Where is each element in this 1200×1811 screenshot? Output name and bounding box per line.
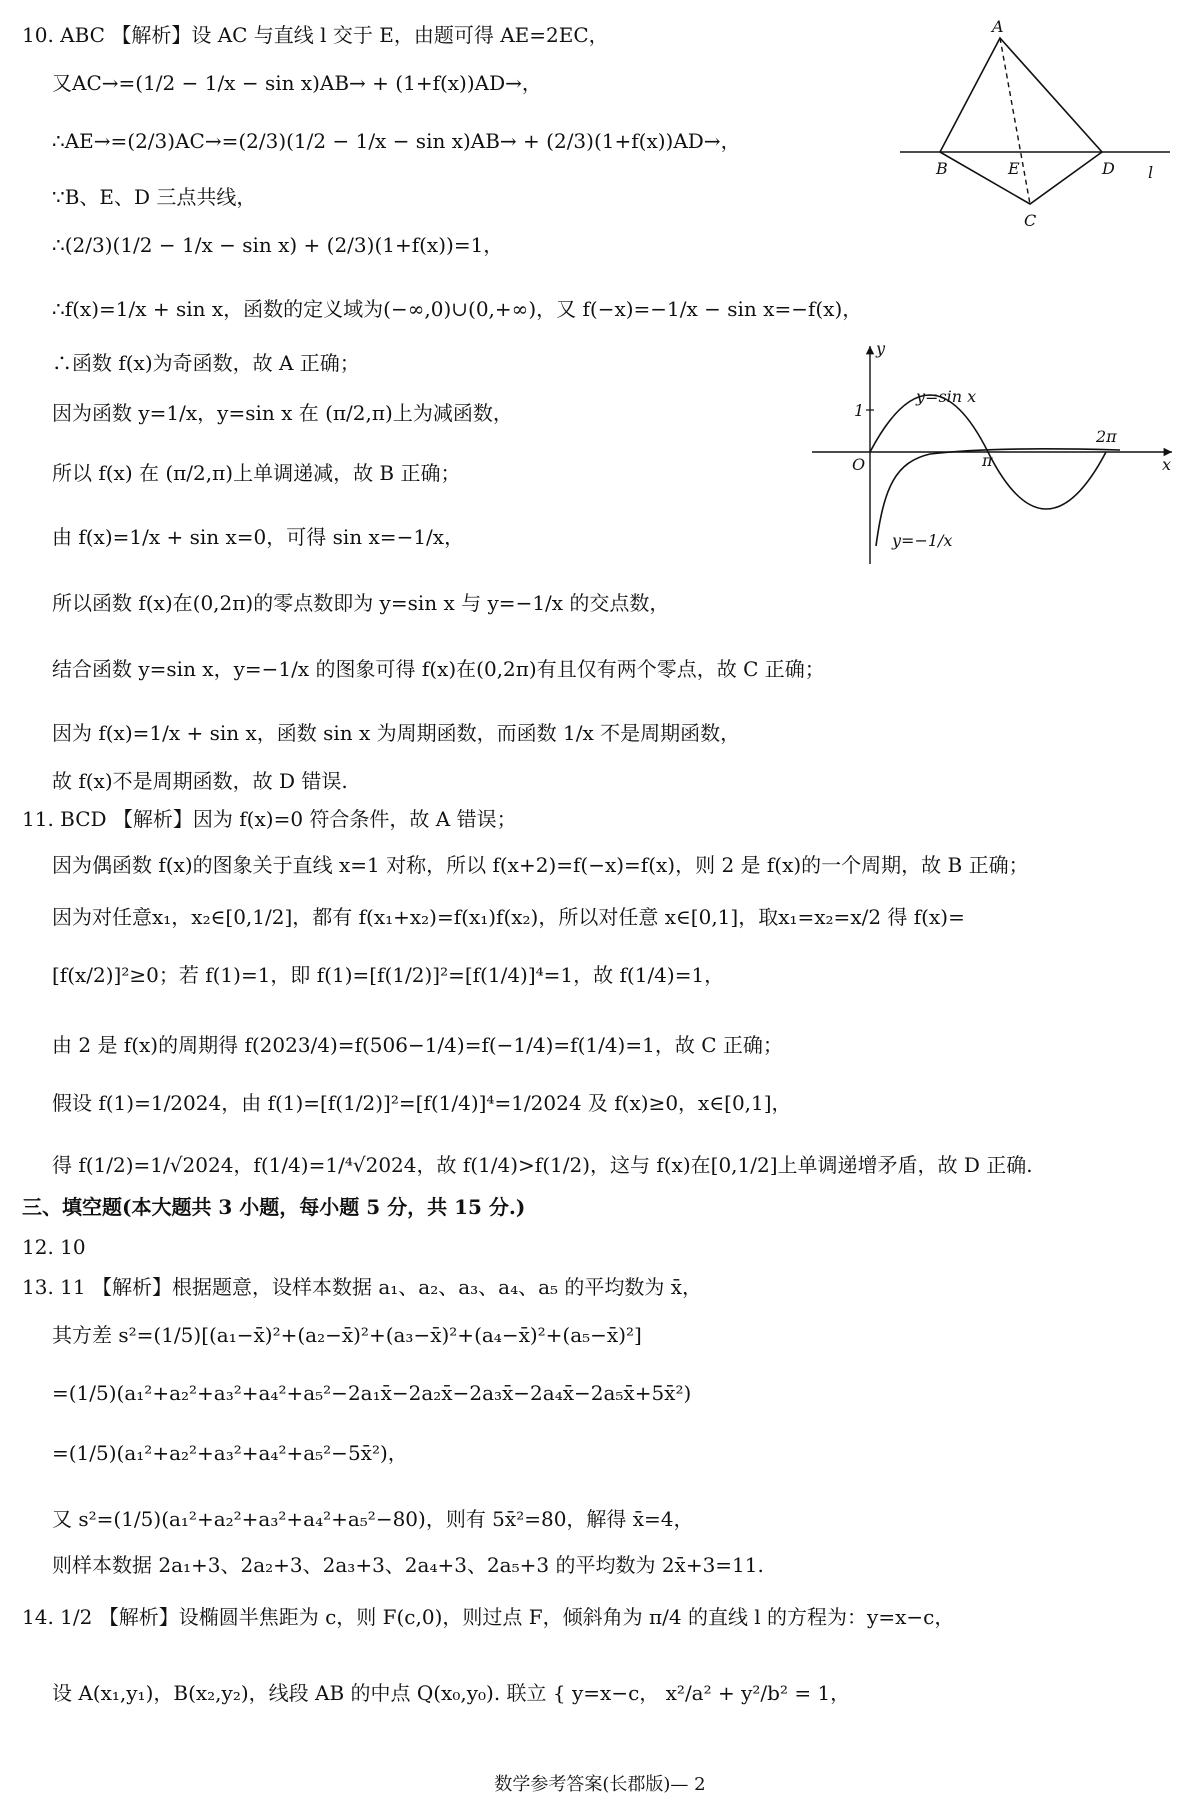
text-line: 设 A(x₁,y₁)，B(x₂,y₂)，线段 AB 的中点 Q(x₀,y₀). 联立 { y=x−c， x²/a² + y²/b² = 1， (52, 1681, 851, 1705)
label-one: 1 (854, 401, 865, 420)
label-x: x (1162, 455, 1172, 474)
label-a: A (992, 17, 1004, 36)
page-footer: 数学参考答案(长郡版)— 2 (494, 1774, 706, 1795)
text-line: 所以 f(x) 在 (π/2,π)上单调递减，故 B 正确； (52, 461, 461, 485)
triangle-figure (880, 14, 1180, 234)
text-line: 因为 f(x)=1/x + sin x，函数 sin x 为周期函数，而函数 1/x 不是周期函数， (52, 721, 741, 745)
triangle-edges (940, 38, 1102, 204)
label-2pi: 2π (1096, 427, 1117, 446)
text-line: 因为对任意x₁，x₂∈[0,1/2]，都有 f(x₁+x₂)=f(x₁)f(x₂)，所以对任意 x∈[0,1]，取x₁=x₂=x/2 得 f(x)= (52, 905, 965, 929)
text-line: [f(x/2)]²≥0；若 f(1)=1，即 f(1)=[f(1/2)]²=[f(1/4)]⁴=1，故 f(1/4)=1， (52, 963, 725, 987)
label-pi: π (982, 451, 993, 470)
text-line: 11. BCD 【解析】因为 f(x)=0 符合条件，故 A 错误； (22, 807, 517, 831)
text-line: 结合函数 y=sin x，y=−1/x 的图象可得 f(x)在(0,2π)有且仅有两个零点，故 C 正确； (52, 657, 825, 681)
segment-ac (1000, 38, 1030, 204)
text-line: ∴AE→=(2/3)AC→=(2/3)(1/2 − 1/x − sin x)AB→ + (2/3)(1+f(x))AD→， (52, 129, 741, 153)
label-d: D (1102, 159, 1115, 178)
text-line: 故 f(x)不是周期函数，故 D 错误. (52, 769, 348, 793)
text-line: 又AC→=(1/2 − 1/x − sin x)AB→ + (1+f(x))AD→， (52, 71, 542, 95)
text-line: 又 s²=(1/5)(a₁²+a₂²+a₃²+a₄²+a₅²−80)，则有 5x̄²=80，解得 x̄=4， (52, 1507, 694, 1531)
text-line: 所以函数 f(x)在(0,2π)的零点数即为 y=sin x 与 y=−1/x 的交点数， (52, 591, 670, 615)
text-line: 得 f(1/2)=1/√2024，f(1/4)=1/⁴√2024，故 f(1/4)>f(1/2)，这与 f(x)在[0,1/2]上单调递增矛盾，故 D 正确. (52, 1153, 1033, 1177)
label-l: l (1148, 163, 1154, 182)
text-line: 13. 11 【解析】根据题意，设样本数据 a₁、a₂、a₃、a₄、a₅ 的平均数为 x̄， (22, 1275, 703, 1299)
text-line: 因为偶函数 f(x)的图象关于直线 x=1 对称，所以 f(x+2)=f(−x)=f(x)，则 2 是 f(x)的一个周期，故 B 正确； (52, 853, 1029, 877)
label-origin: O (852, 455, 866, 474)
text-line: 由 2 是 f(x)的周期得 f(2023/4)=f(506−1/4)=f(−1/4)=f(1/4)=1，故 C 正确； (52, 1033, 783, 1057)
label-reciprocal: y=−1/x (892, 531, 953, 550)
text-line: 其方差 s²=(1/5)[(a₁−x̄)²+(a₂−x̄)²+(a₃−x̄)²+(a₄−x̄)²+(a₅−x̄)²] (52, 1323, 642, 1347)
text-line: ∵B、E、D 三点共线， (52, 185, 257, 209)
text-line: ∴(2/3)(1/2 − 1/x − sin x) + (2/3)(1+f(x))=1， (52, 233, 504, 257)
label-b: B (936, 159, 948, 178)
section-heading: 三、填空题(本大题共 3 小题，每小题 5 分，共 15 分.) (22, 1195, 526, 1219)
text-line: 则样本数据 2a₁+3、2a₂+3、2a₃+3、2a₄+3、2a₅+3 的平均数为 2x̄+3=11. (52, 1553, 764, 1577)
label-sin: y=sin x (916, 387, 977, 406)
label-y: y (876, 339, 886, 358)
function-graph (800, 336, 1180, 576)
text-line: ∴f(x)=1/x + sin x，函数的定义域为(−∞,0)∪(0,+∞)，又 f(−x)=−1/x − sin x=−f(x)， (52, 297, 863, 321)
text-line: 因为函数 y=1/x，y=sin x 在 (π/2,π)上为减函数， (52, 401, 513, 425)
text-line: ∴函数 f(x)为奇函数，故 A 正确； (52, 351, 360, 375)
label-e: E (1008, 159, 1020, 178)
text-line: 由 f(x)=1/x + sin x=0，可得 sin x=−1/x， (52, 525, 465, 549)
text-line: =(1/5)(a₁²+a₂²+a₃²+a₄²+a₅²−5x̄²)， (52, 1441, 408, 1465)
text-line: 12. 10 (22, 1235, 86, 1259)
text-line: 假设 f(1)=1/2024，由 f(1)=[f(1/2)]²=[f(1/4)]⁴=1/2024 及 f(x)≥0，x∈[0,1]， (52, 1091, 792, 1115)
text-line: 10. ABC 【解析】设 AC 与直线 l 交于 E，由题可得 AE=2EC， (22, 23, 609, 47)
label-c: C (1024, 211, 1037, 230)
text-line: =(1/5)(a₁²+a₂²+a₃²+a₄²+a₅²−2a₁x̄−2a₂x̄−2a₃x̄−2a₄x̄−2a₅x̄+5x̄²) (52, 1381, 692, 1405)
text-line: 14. 1/2 【解析】设椭圆半焦距为 c，则 F(c,0)，则过点 F，倾斜角为 π/4 的直线 l 的方程为：y=x−c， (22, 1605, 955, 1629)
